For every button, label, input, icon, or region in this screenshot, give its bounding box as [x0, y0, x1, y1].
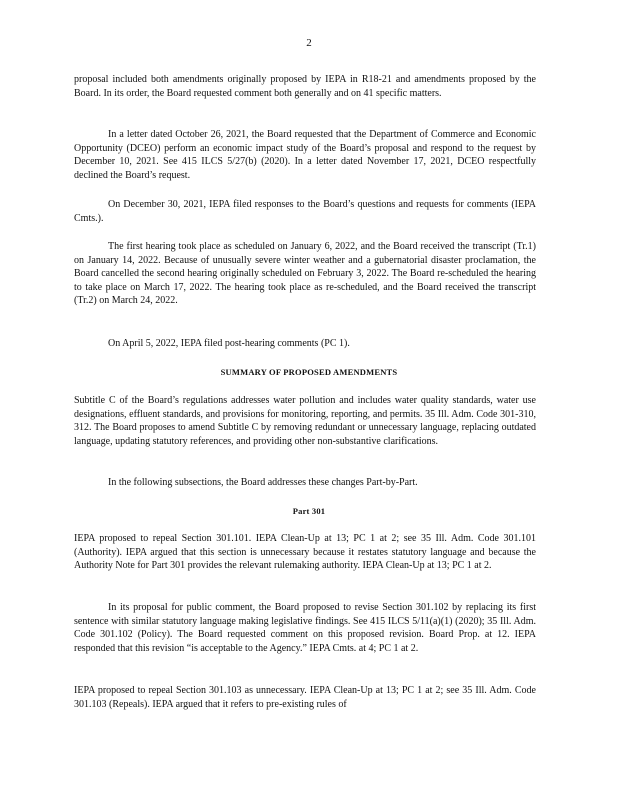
section-heading-summary	[0, 367, 618, 377]
paragraph-section-301-101: IEPA proposed to repeal Section 301.101. IEPA Clean-Up at 13; PC 1 at 2; see 35 Ill. Adm. Code 301.101 (Authority). IEPA argued that this section is unnecessary because it restates statutory language and because the Authority Note for Part 301 provides the relevant rulemaking authority. IEPA Clean-Up at 13; PC 1 at 2.	[74, 533, 536, 572]
paragraph-dceo-letter: In a letter dated October 26, 2021, the Board requested that the Department of Commerce and Economic Opportunity (DCEO) perform an economic impact study of the Board’s proposal and respond to the request by December 10, 2021. See 415 ILCS 5/27(b) (2020). In a letter dated November 17, 2021, DCEO respectfully declined the Board’s request.	[74, 129, 536, 181]
paragraph-following-subsections: In the following subsections, the Board addresses these changes Part-by-Part.	[108, 477, 418, 488]
paragraph-proposal-amendments: proposal included both amendments originally proposed by IEPA in R18-21 and amendments proposed by the Board. In its order, the Board requested comment both generally and on 41 specific matters.	[74, 74, 536, 99]
section-heading-part-301-text: Part 301	[292, 506, 326, 516]
paragraph-section-301-102: In its proposal for public comment, the Board proposed to revise Section 301.102 by replacing its first sentence with similar statutory language making legislative findings. See 415 ILCS 5/11(a)(1) (2020); 35 Ill. Adm. Code 301.102 (Policy). The Board requested comment on this proposed revision. Board Prop. at 12. IEPA responded that this revision “is acceptable to the Agency.” IEPA Cmts. at 4; PC 1 at 2.	[74, 602, 536, 654]
paragraph-post-hearing-comments: On April 5, 2022, IEPA filed post-hearing comments (PC 1).	[108, 338, 350, 349]
paragraph-section-301-103: IEPA proposed to repeal Section 301.103 as unnecessary. IEPA Clean-Up at 13; PC 1 at 2; see 35 Ill. Adm. Code 301.103 (Repeals). IEPA argued that it refers to pre-existing rules of	[74, 685, 536, 710]
section-heading-summary-text: SUMMARY OF PROPOSED AMENDMENTS	[220, 367, 398, 377]
page-number: 2	[306, 37, 312, 49]
paragraph-iepa-responses: On December 30, 2021, IEPA filed responses to the Board’s questions and requests for comments (IEPA Cmts.).	[74, 199, 536, 224]
paragraph-subtitle-c: Subtitle C of the Board’s regulations addresses water pollution and includes water quality standards, water use designations, effluent standards, and provisions for monitoring, reporting, and permits. 35 Ill. Adm. Code 301-310, 312. The Board proposes to amend Subtitle C by removing redundant or unnecessary language, replacing outdated language, updating statutory references, and providing other non-substantive clarifications.	[74, 395, 536, 447]
section-heading-part-301	[0, 506, 618, 516]
paragraph-hearings: The first hearing took place as scheduled on January 6, 2022, and the Board received the transcript (Tr.1) on January 14, 2022. Because of unusually severe winter weather and a gubernatorial disaster proclamation, the Board cancelled the second hearing originally scheduled on February 3, 2022. The Board re-scheduled the hearing to take place on March 17, 2022. The hearing took place as re-scheduled, and the Board received the transcript (Tr.2) on March 24, 2022.	[74, 241, 536, 307]
